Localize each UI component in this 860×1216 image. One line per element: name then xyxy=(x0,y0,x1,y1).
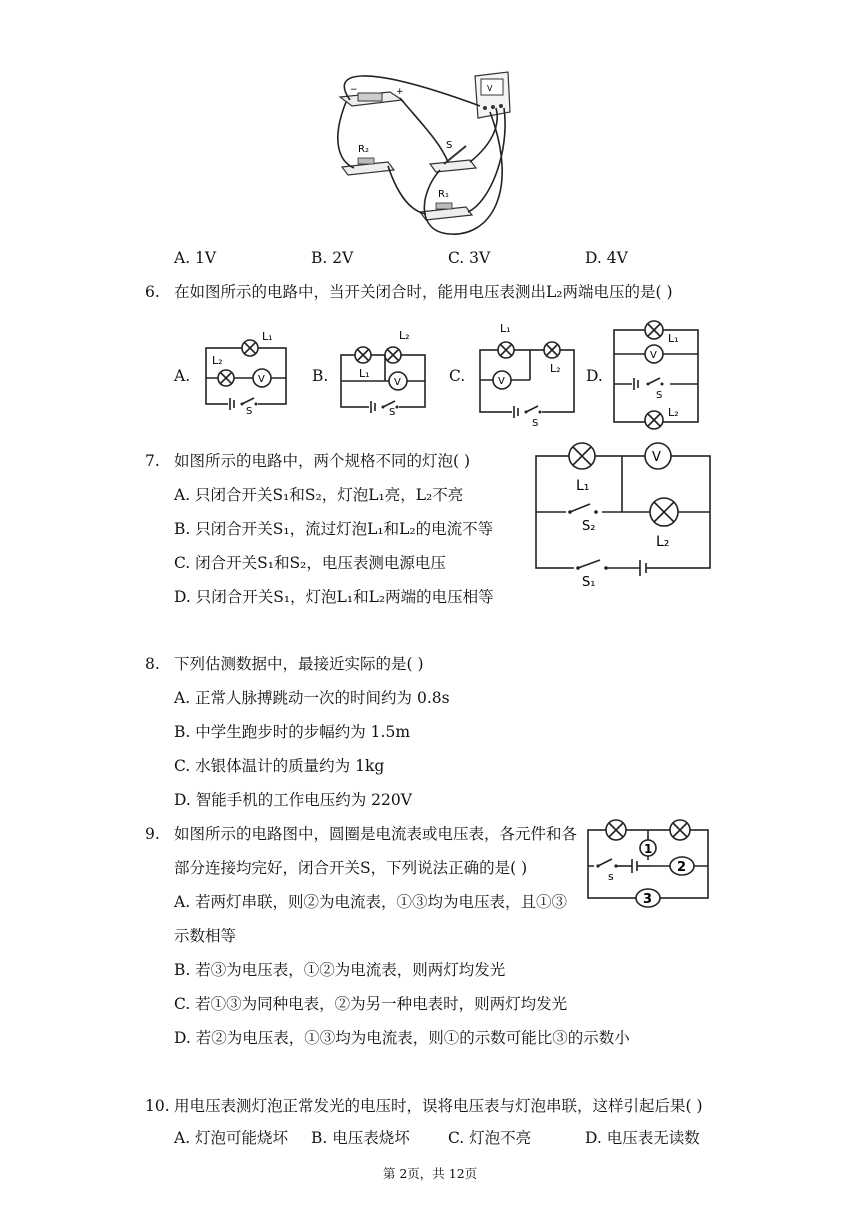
svg-text:S₂: S₂ xyxy=(582,519,596,534)
svg-text:S: S xyxy=(246,406,253,414)
svg-text:L₂: L₂ xyxy=(212,354,223,367)
svg-text:L₁: L₁ xyxy=(576,478,590,494)
svg-text:R₂: R₂ xyxy=(358,144,369,155)
q9-option-c[interactable]: C. 若①③为同种电表，②为另一种电表时，则两灯均发光 xyxy=(174,995,568,1013)
q6-option-b-letter[interactable]: B. xyxy=(312,367,329,385)
svg-text:L₂: L₂ xyxy=(550,362,561,375)
q10-option-b[interactable]: B. 电压表烧坏 xyxy=(311,1129,410,1147)
q6-option-a-letter[interactable]: A. xyxy=(174,367,191,385)
q7-option-b[interactable]: B. 只闭合开关S₁，流过灯泡L₁和L₂的电流不等 xyxy=(174,520,494,538)
q9-option-a[interactable]: A. 若两灯串联，则②为电流表，①③均为电压表，且①③ xyxy=(174,893,568,911)
svg-text:L₁: L₁ xyxy=(668,332,679,345)
q9-stem-line-1: 如图所示的电路图中，圆圈是电流表或电压表，各元件和各 xyxy=(174,825,578,843)
q10-number: 10. xyxy=(145,1097,170,1115)
svg-text:L₁: L₁ xyxy=(262,330,273,343)
svg-text:S: S xyxy=(389,407,396,415)
q6-circuit-a[interactable] xyxy=(198,328,293,414)
svg-text:L₁: L₁ xyxy=(500,322,511,335)
q7-option-c[interactable]: C. 闭合开关S₁和S₂，电压表测电源电压 xyxy=(174,554,446,572)
svg-text:2: 2 xyxy=(677,860,687,875)
q5-option-a[interactable]: A. 1V xyxy=(174,249,217,267)
q5-option-d[interactable]: D. 4V xyxy=(585,249,628,267)
svg-text:3: 3 xyxy=(643,892,653,907)
battery-holder xyxy=(340,85,404,106)
q6-option-c-letter[interactable]: C. xyxy=(449,367,466,385)
svg-text:L₂: L₂ xyxy=(668,406,679,419)
resistor-r2 xyxy=(342,144,394,175)
q8-option-b[interactable]: B. 中学生跑步时的步幅约为 1.5m xyxy=(174,723,411,741)
q7-option-a[interactable]: A. 只闭合开关S₁和S₂，灯泡L₁亮，L₂不亮 xyxy=(174,486,464,504)
svg-text:V: V xyxy=(394,377,401,388)
svg-text:L₁: L₁ xyxy=(359,367,370,380)
q6-number: 6. xyxy=(145,283,160,301)
q7-option-d[interactable]: D. 只闭合开关S₁，灯泡L₁和L₂两端的电压相等 xyxy=(174,588,494,606)
svg-text:S₁: S₁ xyxy=(582,575,596,590)
q5-option-b[interactable]: B. 2V xyxy=(311,249,354,267)
svg-text:1: 1 xyxy=(644,842,653,856)
svg-text:V: V xyxy=(498,376,505,387)
q10-option-c[interactable]: C. 灯泡不亮 xyxy=(448,1129,532,1147)
q5-option-c[interactable]: C. 3V xyxy=(448,249,491,267)
q9-option-b[interactable]: B. 若③为电压表，①②为电流表，则两灯均发光 xyxy=(174,961,506,979)
q10-option-a[interactable]: A. 灯泡可能烧坏 xyxy=(174,1129,289,1147)
svg-text:s: s xyxy=(608,870,614,883)
q9-option-a-cont[interactable]: 示数相等 xyxy=(174,927,237,945)
svg-text:V: V xyxy=(652,450,661,465)
q9-option-d[interactable]: D. 若②为电压表，①③均为电流表，则①的示数可能比③的示数小 xyxy=(174,1029,630,1047)
q7-circuit xyxy=(530,440,716,590)
q6-circuit-c[interactable] xyxy=(472,318,582,428)
q6-option-d-letter[interactable]: D. xyxy=(586,367,603,385)
q10-option-d[interactable]: D. 电压表无读数 xyxy=(585,1129,700,1147)
q9-circuit xyxy=(582,814,714,908)
q8-option-a[interactable]: A. 正常人脉搏跳动一次的时间约为 0.8s xyxy=(174,689,450,707)
svg-text:−: − xyxy=(350,85,358,95)
switch-s xyxy=(430,140,476,172)
q8-option-c[interactable]: C. 水银体温计的质量约为 1kg xyxy=(174,757,385,775)
svg-text:S: S xyxy=(532,418,539,428)
q9-number: 9. xyxy=(145,825,160,843)
svg-text:V: V xyxy=(650,350,657,361)
q6-circuit-d[interactable] xyxy=(606,316,706,432)
svg-text:R₁: R₁ xyxy=(438,189,449,200)
svg-text:S: S xyxy=(656,390,663,401)
q8-number: 8. xyxy=(145,655,160,673)
svg-text:V: V xyxy=(258,374,265,385)
q8-stem: 下列估测数据中，最接近实际的是( ) xyxy=(174,655,424,673)
svg-text:S: S xyxy=(446,140,453,151)
q5-experiment-figure xyxy=(320,62,530,244)
q6-stem: 在如图所示的电路中，当开关闭合时，能用电压表测出L₂两端电压的是( ) xyxy=(174,283,673,301)
svg-text:+: + xyxy=(396,87,404,97)
svg-text:V: V xyxy=(487,84,493,93)
q8-option-d[interactable]: D. 智能手机的工作电压约为 220V xyxy=(174,791,412,809)
q7-stem: 如图所示的电路中，两个规格不同的灯泡( ) xyxy=(174,452,471,470)
resistor-r1 xyxy=(420,189,472,220)
q7-number: 7. xyxy=(145,452,160,470)
q10-stem: 用电压表测灯泡正常发光的电压时，误将电压表与灯泡串联，这样引起后果( ) xyxy=(174,1097,703,1115)
page-footer: 第 2页，共 12页 xyxy=(382,1166,478,1181)
q6-circuit-b[interactable] xyxy=(333,325,433,415)
svg-text:L₂: L₂ xyxy=(656,534,670,550)
svg-text:L₂: L₂ xyxy=(399,329,410,342)
q9-stem-line-2: 部分连接均完好，闭合开关S，下列说法正确的是( ) xyxy=(174,859,528,877)
